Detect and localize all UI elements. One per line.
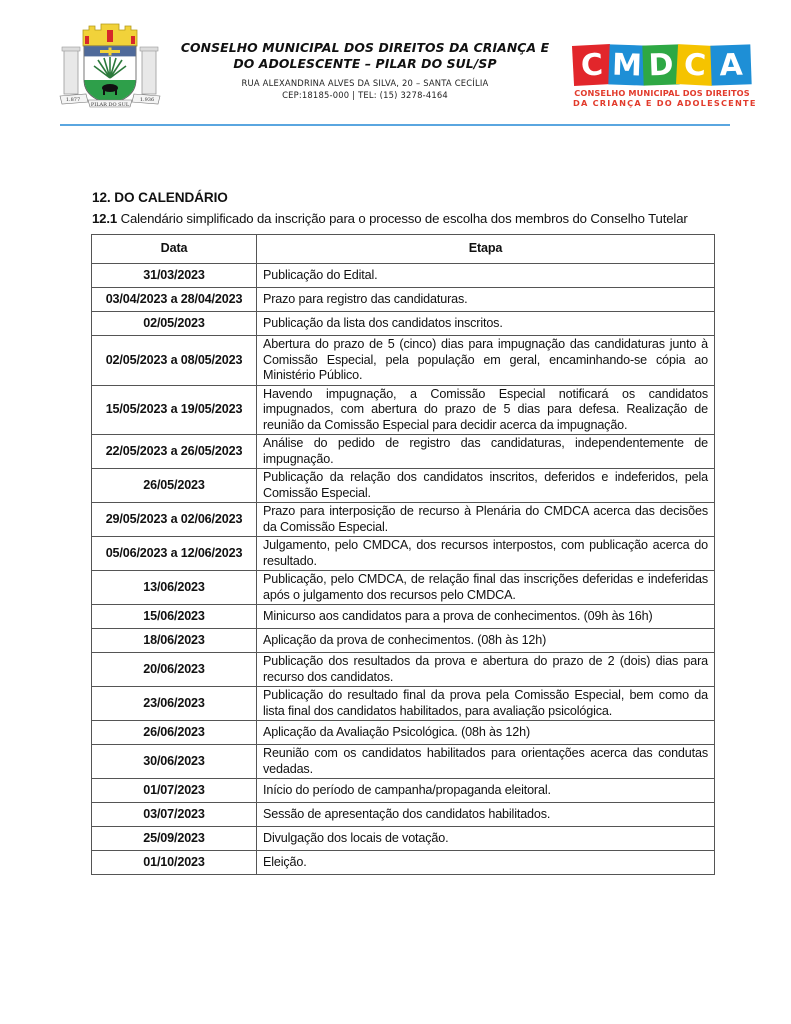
calendar-table [91, 234, 715, 875]
stage-cell: Início do período de campanha/propaganda eleitoral. [257, 779, 715, 803]
logo-letter-d: D [642, 44, 679, 85]
date-cell: 02/05/2023 a 08/05/2023 [92, 336, 257, 386]
table-row [92, 435, 715, 469]
subheading-number: 12.1 [92, 211, 118, 226]
table-header-row [92, 235, 715, 264]
stage-cell: Prazo para interposição de recurso à Plenária do CMDCA acerca das decisões da Comissão Especial. [257, 503, 715, 537]
table-row [92, 687, 715, 721]
cmdca-logo-subtitle [573, 88, 757, 108]
logo-letter-c2: C [676, 44, 714, 86]
date-cell: 02/05/2023 [92, 312, 257, 336]
logo-subtitle-line1: CONSELHO MUNICIPAL DOS DIREITOS [574, 88, 750, 98]
stage-cell: Havendo impugnação, a Comissão Especial notificará os candidatos impugnados, com abertura do prazo de 5 dias para defesa. Realização de reunião da Comissão Especial para decidir acerca da impugnação. [257, 385, 715, 435]
date-cell: 30/06/2023 [92, 745, 257, 779]
table-row [92, 851, 715, 875]
table-row [92, 779, 715, 803]
cmdca-logo-letters [573, 45, 751, 87]
stage-cell: Publicação do resultado final da prova pela Comissão Especial, bem como da lista final dos candidatos habilitados, para avaliação psicológica. [257, 687, 715, 721]
date-cell: 03/04/2023 a 28/04/2023 [92, 288, 257, 312]
table-row [92, 827, 715, 851]
stage-cell: Reunião com os candidatos habilitados para orientações acerca das condutas vedadas. [257, 745, 715, 779]
date-cell: 03/07/2023 [92, 803, 257, 827]
column-header-date: Data [92, 235, 257, 264]
column-header-stage: Etapa [257, 235, 715, 264]
date-cell: 13/06/2023 [92, 571, 257, 605]
stage-cell: Eleição. [257, 851, 715, 875]
table-row [92, 385, 715, 435]
logo-letter-a: A [710, 44, 751, 85]
date-cell: 18/06/2023 [92, 629, 257, 653]
council-title-line2: DO ADOLESCENTE – PILAR DO SUL/SP [233, 56, 497, 71]
date-cell: 22/05/2023 a 26/05/2023 [92, 435, 257, 469]
svg-text:1.877: 1.877 [65, 97, 81, 103]
logo-subtitle-line2: DA CRIANÇA E DO ADOLESCENTE [573, 98, 757, 108]
table-row [92, 605, 715, 629]
table-row [92, 264, 715, 288]
table-row [92, 571, 715, 605]
council-title-line1: CONSELHO MUNICIPAL DOS DIREITOS DA CRIANÇA E [180, 40, 550, 55]
contact-line: CEP:18185-000 | TEL: (15) 3278-4164 [282, 90, 448, 100]
table-row [92, 469, 715, 503]
header-divider [60, 124, 730, 126]
table-row [92, 336, 715, 386]
table-row [92, 537, 715, 571]
section-heading: 12. DO CALENDÁRIO [92, 190, 228, 205]
stage-cell: Aplicação da prova de conhecimentos. (08h às 12h) [257, 629, 715, 653]
stage-cell: Julgamento, pelo CMDCA, dos recursos interpostos, com publicação acerca do resultado. [257, 537, 715, 571]
date-cell: 25/09/2023 [92, 827, 257, 851]
stage-cell: Publicação do Edital. [257, 264, 715, 288]
stage-cell: Publicação da lista dos candidatos inscritos. [257, 312, 715, 336]
date-cell: 29/05/2023 a 02/06/2023 [92, 503, 257, 537]
table-row [92, 745, 715, 779]
svg-text:1.936: 1.936 [139, 97, 155, 103]
stage-cell: Análise do pedido de registro das candidaturas, independentemente de impugnação. [257, 435, 715, 469]
date-cell: 05/06/2023 a 12/06/2023 [92, 537, 257, 571]
date-cell: 31/03/2023 [92, 264, 257, 288]
table-row [92, 503, 715, 537]
cmdca-logo [573, 45, 757, 111]
stage-cell: Sessão de apresentação dos candidatos habilitados. [257, 803, 715, 827]
stage-cell: Prazo para registro das candidaturas. [257, 288, 715, 312]
table-row [92, 312, 715, 336]
table-row [92, 721, 715, 745]
council-name-block [180, 40, 550, 101]
table-row [92, 629, 715, 653]
logo-letter-m: M [608, 44, 645, 85]
date-cell: 01/07/2023 [92, 779, 257, 803]
date-cell: 15/06/2023 [92, 605, 257, 629]
date-cell: 26/05/2023 [92, 469, 257, 503]
date-cell: 20/06/2023 [92, 653, 257, 687]
section-subheading [92, 211, 688, 226]
municipal-coat-of-arms-icon [58, 22, 162, 108]
stage-cell: Publicação, pelo CMDCA, de relação final das inscrições deferidas e indeferidas após o julgamento dos recursos pelo CMDCA. [257, 571, 715, 605]
subheading-text: Calendário simplificado da inscrição para o processo de escolha dos membros do Conselho Tutelar [117, 211, 688, 226]
stage-cell: Divulgação dos locais de votação. [257, 827, 715, 851]
svg-text:PILAR DO SUL: PILAR DO SUL [90, 102, 130, 108]
table-row [92, 653, 715, 687]
table-row [92, 288, 715, 312]
date-cell: 23/06/2023 [92, 687, 257, 721]
stage-cell: Publicação dos resultados da prova e abertura do prazo de 2 (dois) dias para recurso dos candidatos. [257, 653, 715, 687]
stage-cell: Minicurso aos candidatos para a prova de conhecimentos. (09h às 16h) [257, 605, 715, 629]
stage-cell: Publicação da relação dos candidatos inscritos, deferidos e indeferidos, pela Comissão Especial. [257, 469, 715, 503]
stage-cell: Aplicação da Avaliação Psicológica. (08h às 12h) [257, 721, 715, 745]
logo-letter-c1: C [572, 44, 612, 86]
address-line: RUA ALEXANDRINA ALVES DA SILVA, 20 – SANTA CECÍLIA [241, 78, 489, 88]
table-row [92, 803, 715, 827]
date-cell: 26/06/2023 [92, 721, 257, 745]
date-cell: 15/05/2023 a 19/05/2023 [92, 385, 257, 435]
stage-cell: Abertura do prazo de 5 (cinco) dias para impugnação das candidaturas junto à Comissão Especial, pela população em geral, encaminhando-se cópia ao Ministério Público. [257, 336, 715, 386]
letterhead [0, 0, 791, 130]
date-cell: 01/10/2023 [92, 851, 257, 875]
